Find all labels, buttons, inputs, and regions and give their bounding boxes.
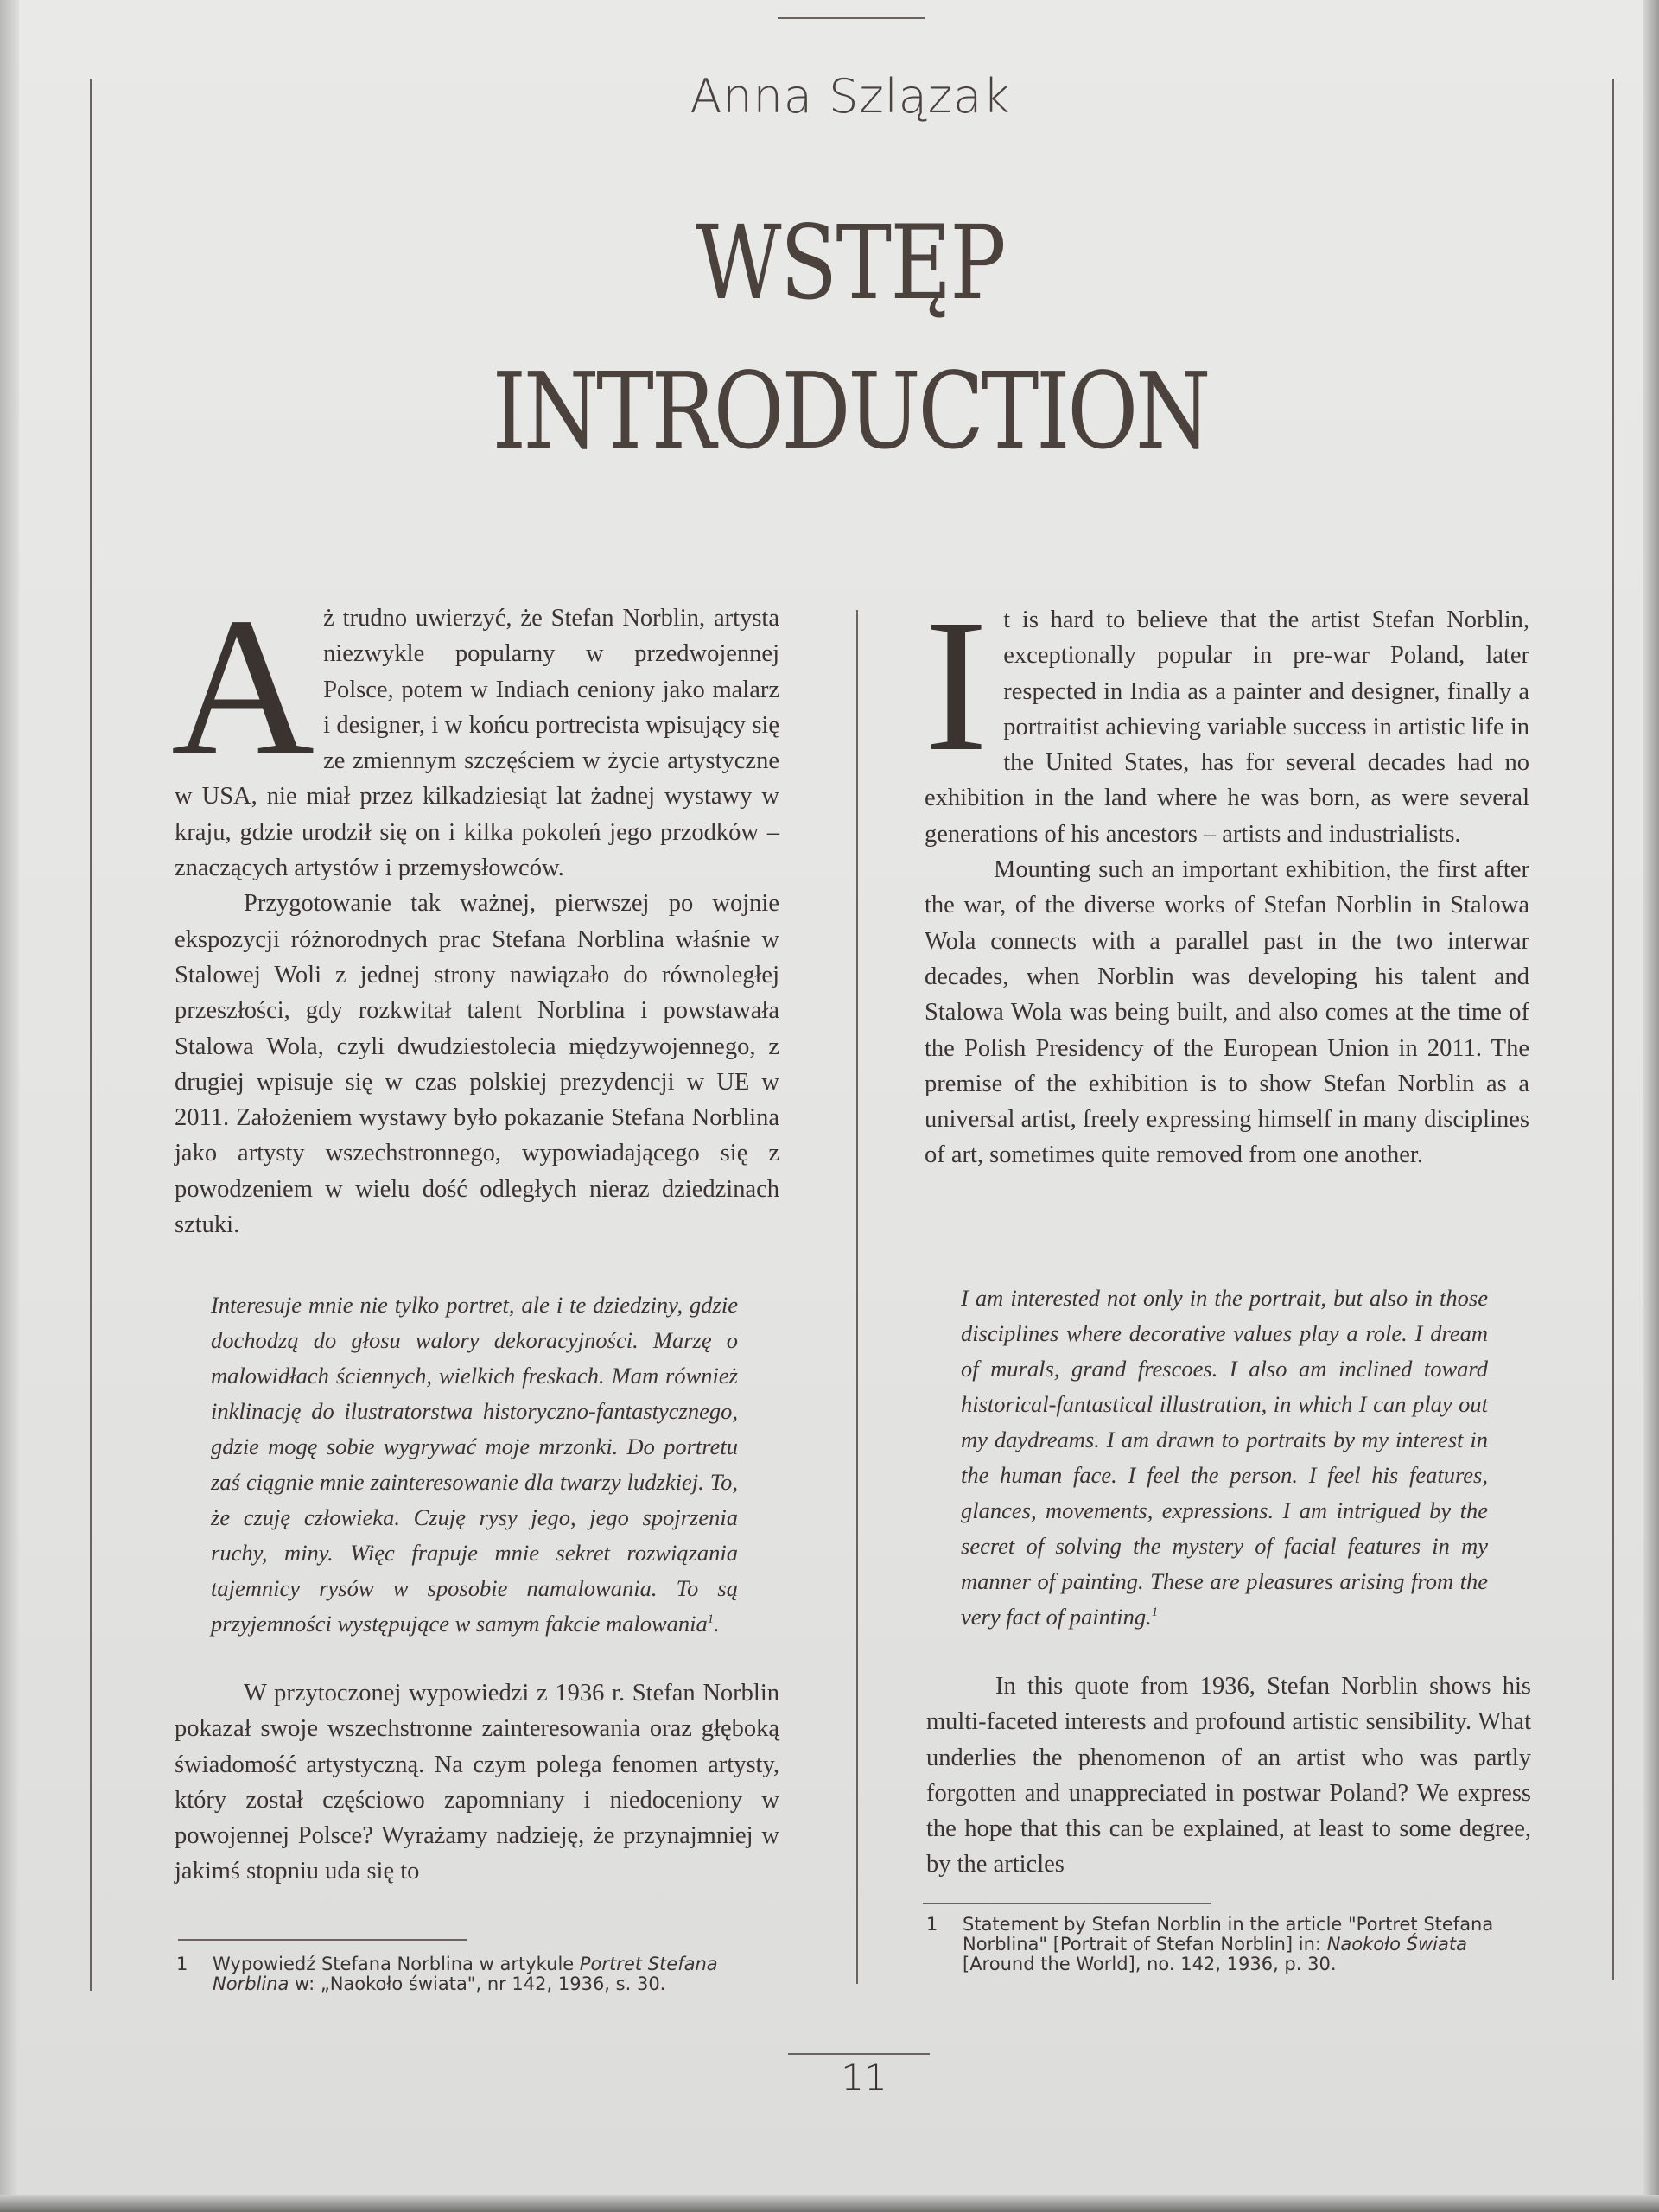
right-paragraph-1: It is hard to believe that the artist Stefan Norblin, exceptionally popular in pre-war Poland, later respected in India as a painter and designer, finally a portraitist achieving variable success in artistic life in the United States, has for several decades had no exhibition in the land where he was born, as were several generations of his ancestors – artists and industrialists. <box>925 580 1529 848</box>
footnote-rule-right <box>923 1903 1211 1904</box>
footnote-rule-left <box>178 1939 467 1941</box>
right-footnote: 1 Statement by Stefan Norblin in the article "Portret Stefana Norblina" [Portrait of Stefan Norblin] in: Naokoło Świata [Around the World], no. 142, 1936, p. 30. <box>926 1914 1494 1974</box>
left-footnote: 1 Wypowiedź Stefana Norblina w artykule Portret Stefana Norblina w: „Naokoło świata", nr 142, 1936, s. 30. <box>176 1954 718 1994</box>
page-number-rule <box>788 2053 930 2055</box>
page-edge-left <box>0 0 19 2212</box>
right-column-body <box>925 580 1529 1173</box>
left-paragraph-2: Przygotowanie tak ważnej, pierwszej po wojnie ekspozycji różnorodnych prac Stefana Norblina właśnie w Stalowej Woli z jednej strony nawiązało do równoległej przeszłości, gdy rozkwitał talent Norblina i powstawała Stalowa Wola, czyli dwudziestolecia międzywojennego, z drugiej wpisuje się w czas polskiej prezydencji w UE w 2011. Założeniem wystawy było pokazanie Stefana Norblina jako artysty wszechstronnego, wypowiadającego się z powodzeniem w wielu dość odległych nieraz dziedzinach sztuki. <box>175 890 779 1239</box>
left-dropcap: A <box>171 576 315 797</box>
right-dropcap: I <box>925 580 988 791</box>
page-edge-right <box>1643 0 1659 2212</box>
page-bottom-shadow <box>0 2195 1659 2212</box>
right-quote: I am interested not only in the portrait, but also in those disciplines where decorative values play a role. I dream of murals, grand frescoes. I also am inclined toward historical-fantastical illustration, in which I can play out my daydreams. I am drawn to portraits by my interest in the human face. I feel the person. I feel his features, glances, movements, expressions. I am intrigued by the secret of solving the mystery of facial features in my manner of painting. These are pleasures arising from the very fact of painting.$^1$ <box>961 1285 1488 1630</box>
right-margin-rule <box>1612 79 1614 1980</box>
left-column-body <box>171 576 779 1243</box>
author-name: Anna Szlązak <box>690 69 1011 124</box>
column-divider-rule <box>856 610 858 1984</box>
right-paragraph-3: In this quote from 1936, Stefan Norblin shows his multi-faceted interests and profound artistic sensibility. What underlies the phenomenon of an artist who was partly forgotten and unappreciated in postwar Poland? We express the hope that this can be explained, at least to some degree, by the articles <box>926 1673 1531 1878</box>
left-quote: Interesuje mnie nie tylko portret, ale i te dziedziny, gdzie dochodzą do głosu walory dekoracyjności. Marzę o malowidłach ściennych, wielkich freskach. Mam również inklinację do ilustratorstwa historyczno-fantastycznego, gdzie mogę sobie wygrywać moje mrzonki. Do portretu zaś ciągnie mnie zainteresowanie dla twarzy ludzkiej. To, że czuję człowieka. Czuję rysy jego, jego spojrzenia ruchy, miny. Więc frapuje mnie sekret rozwiązania tajemnicy rysów w sposobie namalowania. To są przyjemności występujące w samym fakcie malowania$^1$. <box>211 1292 738 1637</box>
right-footnote-number: 1 <box>926 1914 938 1935</box>
left-quote-note: 1 <box>707 1612 715 1627</box>
left-paragraph-1: Aż trudno uwierzyć, że Stefan Norblin, artysta niezwykle popularny w przedwojennej Polsce, potem w Indiach ceniony jako malarz i designer, i w końcu portrecista wpisujący się ze zmiennym szczęściem w życie artystyczne w USA, nie miał przez kilkadziesiąt lat żadnej wystawy w kraju, gdzie urodził się on i kilka pokoleń jego przodków – znaczących artystów i przemysłowców. <box>171 576 779 882</box>
left-paragraph-3: W przytoczonej wypowiedzi z 1936 r. Stefan Norblin pokazał swoje wszechstronne zainteresowania oraz głęboką świadomość artystyczną. Na czym polega fenomen artysty, który został częściowo zapomniany i niedoceniony w powojennej Polsce? Wyrażamy nadzieję, że przynajmniej w jakimś stopniu uda się to <box>175 1680 779 1885</box>
top-rule <box>778 17 925 19</box>
left-footnote-number: 1 <box>176 1954 188 1974</box>
title-polish: WSTĘP <box>696 203 1005 322</box>
title-english: INTRODUCTION <box>492 350 1209 473</box>
right-paragraph-2: Mounting such an important exhibition, the first after the war, of the diverse works of Stefan Norblin in Stalowa Wola connects with a parallel past in the two interwar decades, when Norblin was developing his talent and Stalowa Wola was being built, and also comes at the time of the Polish Presidency of the European Union in 2011. The premise of the exhibition is to show Stefan Norblin as a universal artist, freely expressing himself in many disciplines of art, sometimes quite removed from one another. <box>925 856 1529 1169</box>
left-margin-rule <box>90 79 92 1991</box>
right-column-continued <box>926 1669 1531 1883</box>
left-column-continued <box>175 1675 779 1890</box>
page-number: 11 <box>841 2056 887 2099</box>
right-quote-note: 1 <box>1151 1605 1159 1620</box>
